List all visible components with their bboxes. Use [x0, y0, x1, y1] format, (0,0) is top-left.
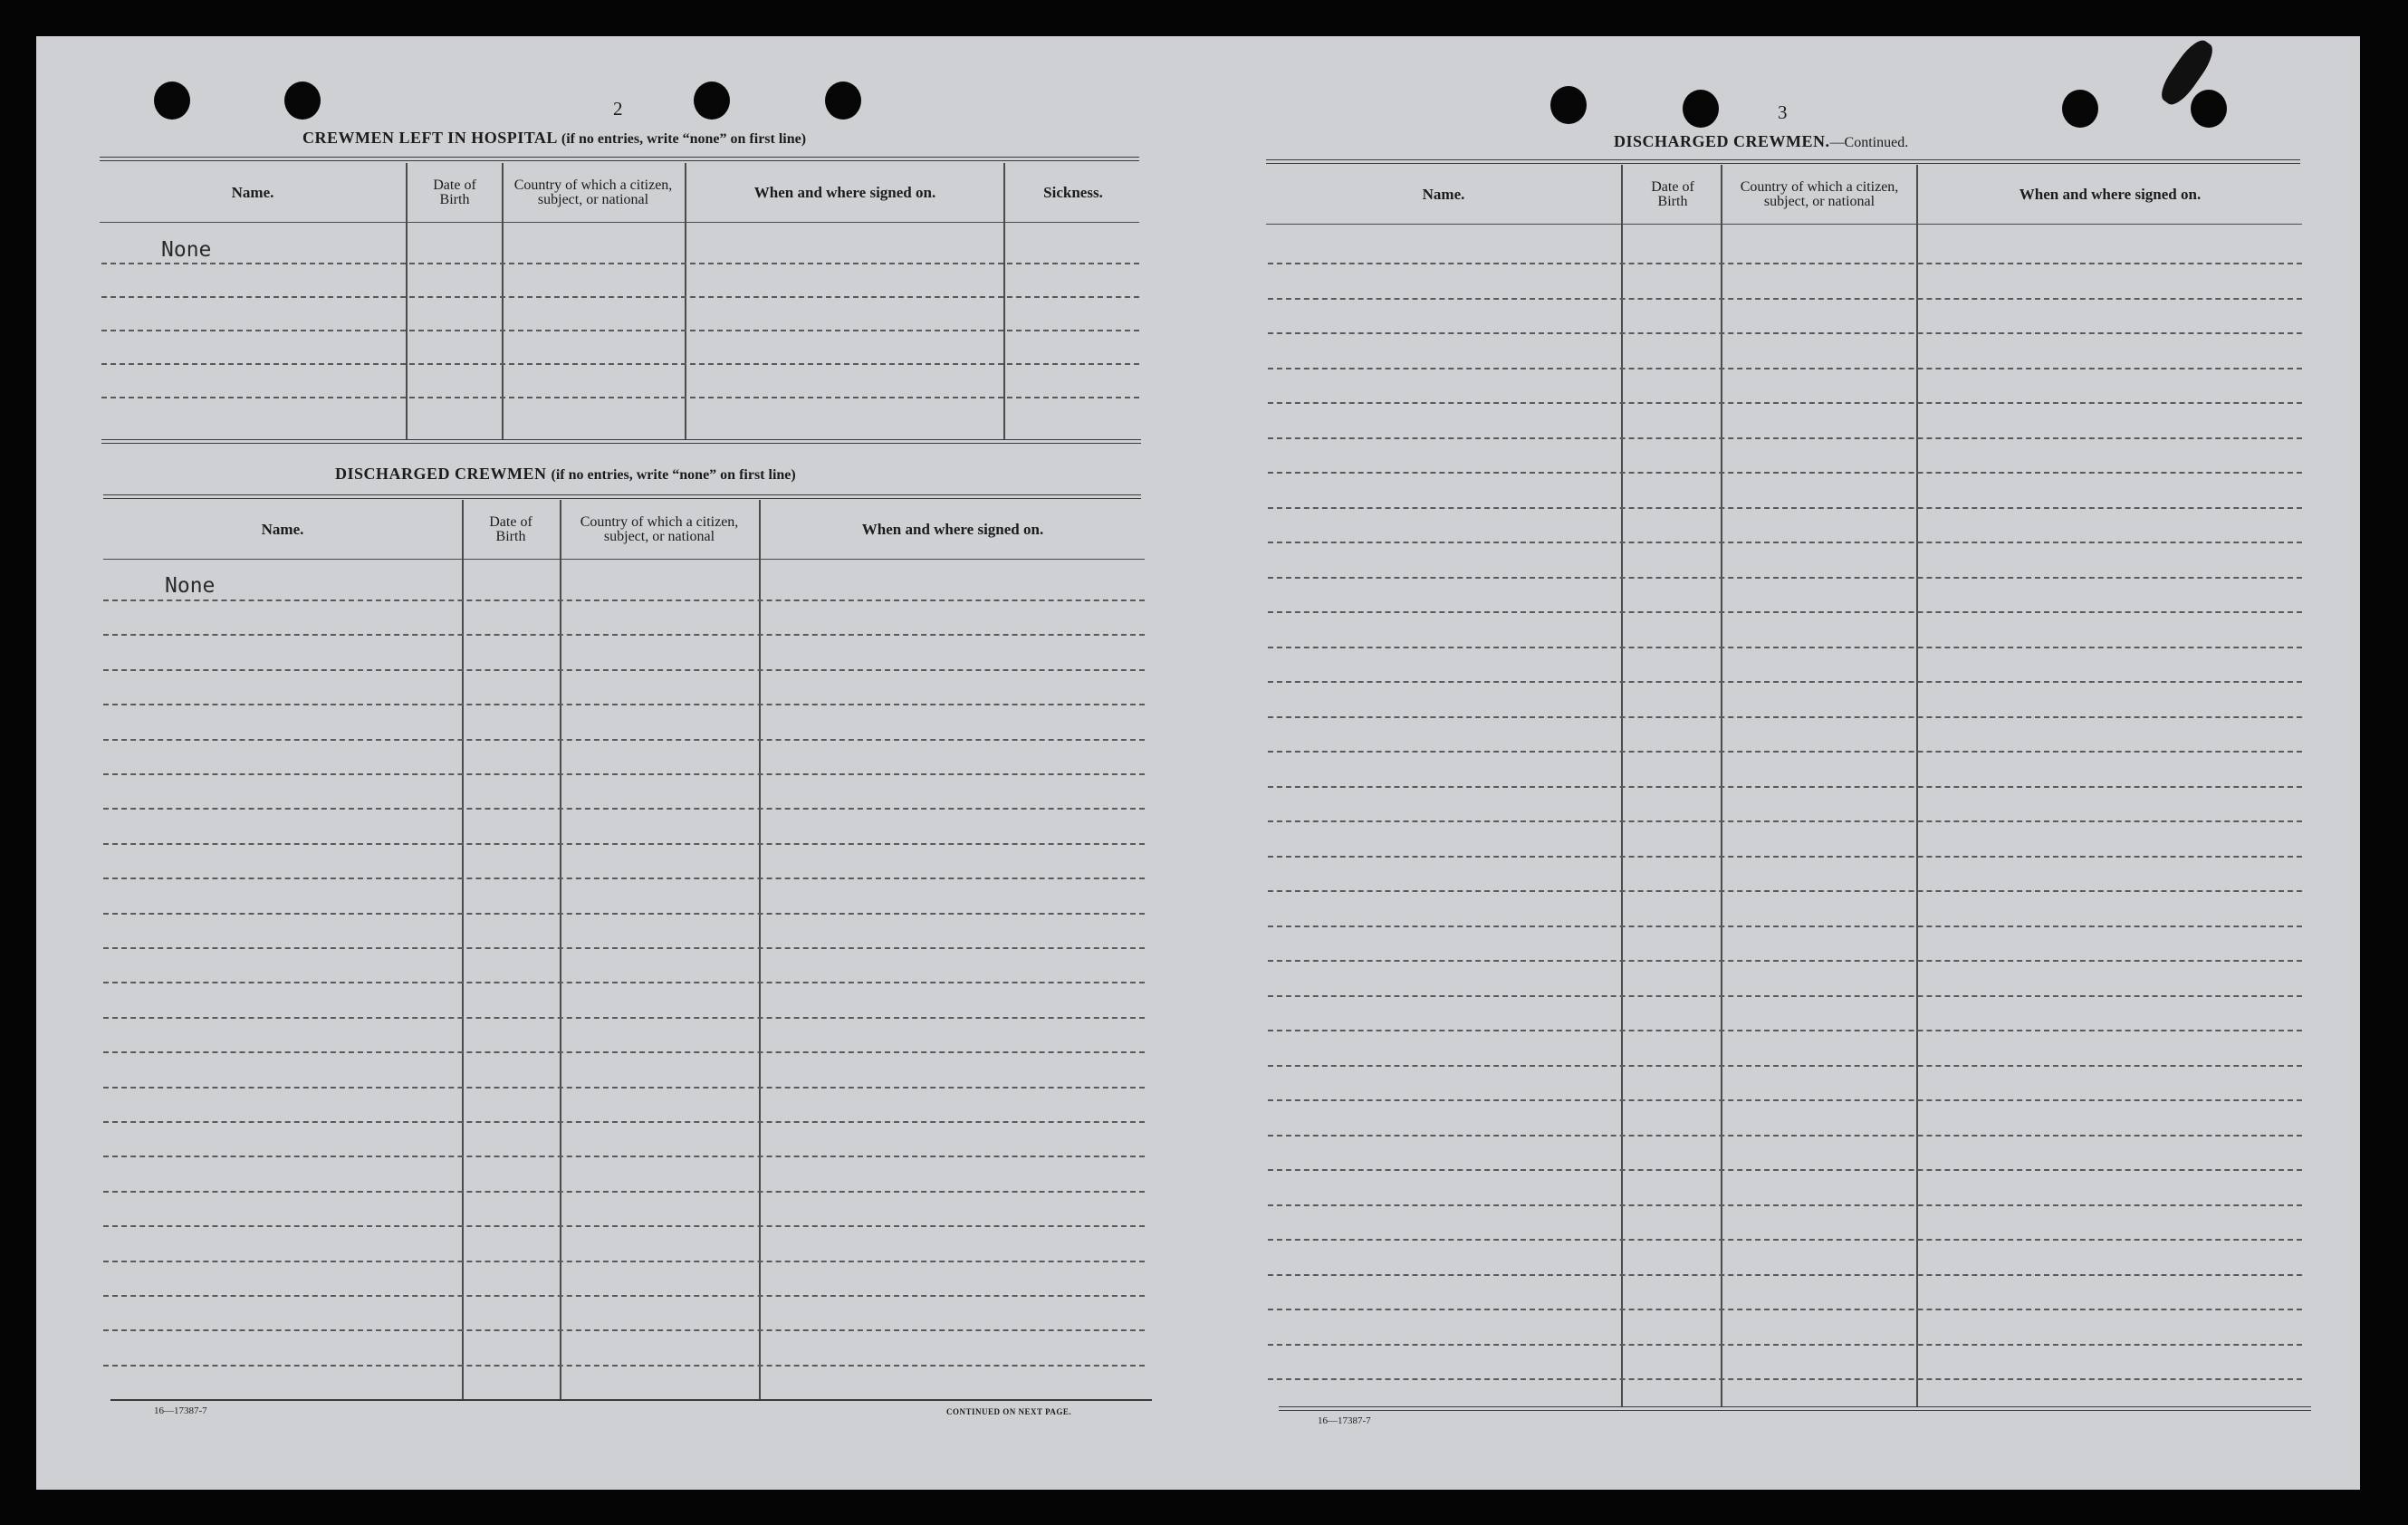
hospital-header-sickness: Sickness.	[1043, 183, 1103, 201]
discharged-top-rule	[103, 494, 1141, 499]
entry-line	[101, 296, 1139, 298]
entry-line	[103, 1051, 1145, 1053]
entry-line	[103, 843, 1145, 845]
punch-hole	[2062, 90, 2098, 128]
right-bottom-rule	[1279, 1406, 2311, 1411]
entry-line	[103, 1156, 1145, 1157]
entry-line	[1268, 1309, 2302, 1310]
hospital-header-country: Country of which a citizen, subject, or national	[513, 177, 673, 207]
entry-line	[1268, 1099, 2302, 1101]
right-title: DISCHARGED CREWMEN.	[1614, 132, 1830, 150]
entry-line	[103, 773, 1145, 775]
entry-line	[1268, 542, 2302, 543]
discharged-header-country: Country of which a citizen, subject, or national	[580, 513, 739, 544]
entry-line	[1268, 960, 2302, 962]
discharged-header-dob: Date of Birth	[489, 513, 532, 544]
entry-line	[1268, 472, 2302, 474]
discharged-title: DISCHARGED CREWMEN	[335, 465, 547, 483]
entry-line	[101, 397, 1139, 398]
left-form-number: 16—17387-7	[154, 1405, 207, 1416]
punch-hole	[154, 82, 190, 120]
hospital-header-dob: Date of Birth	[433, 177, 476, 207]
discharged-section-title	[335, 465, 796, 484]
entry-line	[103, 669, 1145, 671]
entry-line	[103, 1121, 1145, 1123]
entry-line	[1268, 995, 2302, 997]
entry-line	[1268, 298, 2302, 300]
entry-line	[1268, 1378, 2302, 1380]
hospital-entry-name: None	[161, 238, 212, 262]
entry-line	[1268, 577, 2302, 579]
entry-line	[1268, 1274, 2302, 1276]
entry-line	[1268, 716, 2302, 718]
entry-line	[1268, 1169, 2302, 1171]
entry-line	[1268, 437, 2302, 439]
entry-line	[1268, 332, 2302, 334]
punch-hole	[1683, 90, 1719, 128]
entry-line	[103, 808, 1145, 810]
entry-line	[103, 982, 1145, 983]
discharged-header-rule	[103, 559, 1145, 560]
entry-line	[101, 330, 1139, 331]
entry-line	[1268, 890, 2302, 892]
entry-line	[1268, 820, 2302, 822]
entry-line	[103, 704, 1145, 705]
entry-line	[101, 363, 1139, 365]
punch-hole	[825, 82, 861, 120]
punch-hole	[694, 82, 730, 120]
entry-line	[1268, 368, 2302, 369]
entry-line	[1268, 647, 2302, 648]
page-number: 2	[613, 98, 623, 120]
entry-line	[1268, 1204, 2302, 1206]
discharged-header-name: Name.	[261, 520, 304, 538]
entry-line	[103, 1017, 1145, 1019]
entry-line	[1268, 1135, 2302, 1137]
discharged-instruction: (if no entries, write “none” on first line)	[551, 467, 796, 483]
right-form-number: 16—17387-7	[1318, 1415, 1371, 1426]
page-number: 3	[1778, 101, 1788, 123]
document-sheet	[36, 36, 2360, 1490]
right-header-signed: When and where signed on.	[2019, 185, 2202, 203]
entry-line	[103, 1365, 1145, 1367]
hospital-top-rule	[100, 157, 1139, 161]
entry-line	[103, 1191, 1145, 1193]
entry-line	[1268, 1344, 2302, 1346]
entry-line	[1268, 402, 2302, 404]
entry-line	[1268, 1030, 2302, 1031]
entry-line	[103, 1261, 1145, 1262]
hospital-header-signed: When and where signed on.	[753, 183, 936, 201]
entry-line	[1268, 507, 2302, 509]
hospital-header-name: Name.	[231, 183, 274, 201]
discharged-entry-name: None	[165, 574, 216, 598]
entry-line	[103, 913, 1145, 915]
entry-line	[1268, 1065, 2302, 1067]
continued-label: —Continued.	[1829, 135, 1909, 150]
entry-line	[103, 878, 1145, 879]
entry-line	[1268, 856, 2302, 858]
left-bottom-rule	[110, 1399, 1152, 1401]
right-header-country: Country of which a citizen, subject, or national	[1740, 178, 1899, 209]
entry-line	[103, 599, 1145, 601]
hospital-title: CREWMEN LEFT IN HOSPITAL	[302, 129, 557, 147]
entry-line	[101, 263, 1139, 264]
punch-hole	[2191, 90, 2227, 128]
entry-line	[1268, 681, 2302, 683]
hospital-bottom-rule	[101, 439, 1141, 444]
entry-line	[103, 1225, 1145, 1227]
hospital-header-rule	[100, 222, 1139, 223]
entry-line	[103, 739, 1145, 741]
entry-line	[1268, 786, 2302, 788]
entry-line	[103, 1087, 1145, 1089]
entry-line	[1268, 611, 2302, 613]
entry-line	[1268, 926, 2302, 927]
entry-line	[103, 1295, 1145, 1297]
discharged-header-signed: When and where signed on.	[861, 520, 1044, 538]
right-top-rule	[1266, 159, 2300, 164]
entry-line	[1268, 1239, 2302, 1241]
entry-line	[103, 634, 1145, 636]
right-header-name: Name.	[1422, 185, 1465, 203]
hospital-section-title	[302, 129, 806, 148]
right-header-dob: Date of Birth	[1651, 178, 1694, 209]
right-section-title	[1614, 132, 1908, 151]
hospital-instruction: (if no entries, write “none” on first line)	[561, 131, 807, 147]
entry-line	[1268, 751, 2302, 753]
right-header-rule	[1266, 224, 2302, 225]
entry-line	[1268, 263, 2302, 264]
continued-next-page: CONTINUED ON NEXT PAGE.	[946, 1407, 1072, 1416]
punch-hole	[1550, 86, 1587, 124]
entry-line	[103, 947, 1145, 949]
punch-hole	[284, 82, 321, 120]
entry-line	[103, 1329, 1145, 1331]
